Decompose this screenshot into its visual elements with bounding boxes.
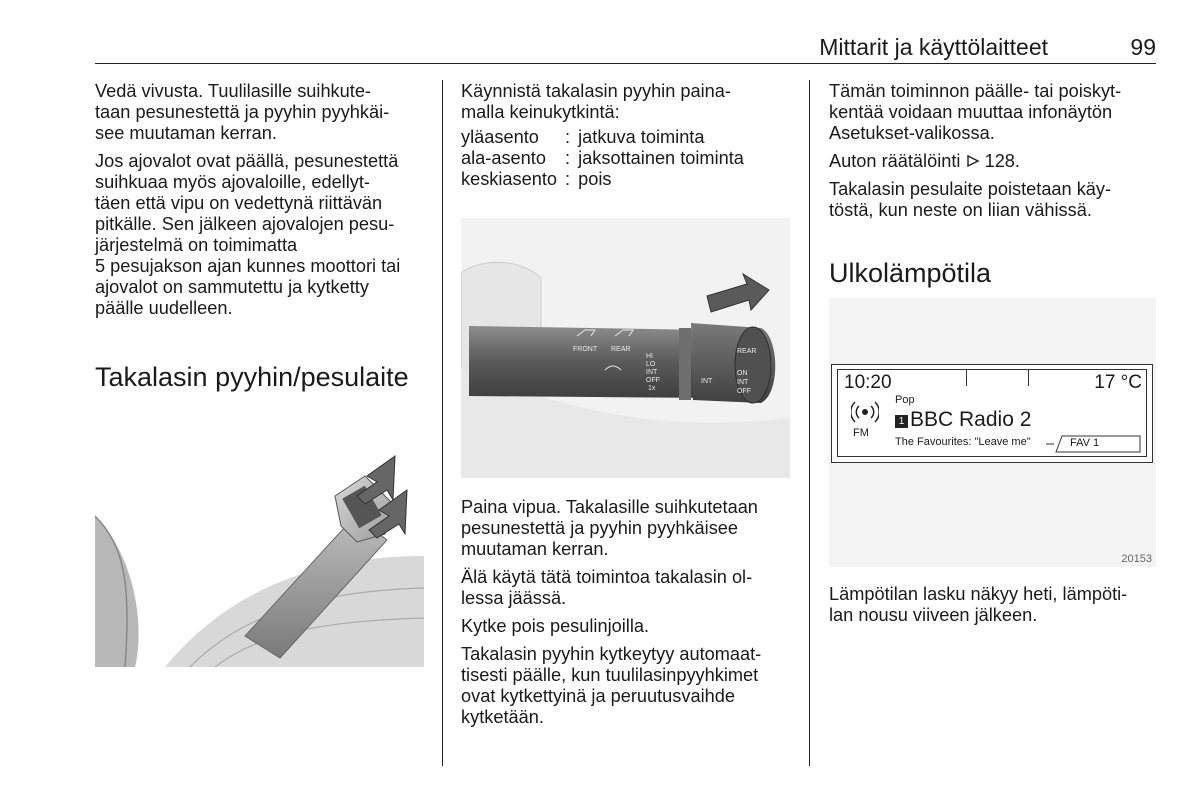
label-on: ON [737,370,748,377]
column-divider [809,80,810,766]
figure-wiper-stalk-closeup [461,218,790,478]
label-off2: OFF [737,388,751,395]
section-heading-outside-temp: Ulkolämpötila [829,258,992,288]
column-1 [95,81,425,326]
paragraph: Vedä vivusta. Tuulilasille suihkute- taan pesunestettä ja pyyhin pyyhkäi- see muutaman kerran. [95,81,390,143]
table-row [461,127,744,148]
column-3-lower [829,584,1159,633]
label-int3: INT [737,379,749,386]
separator: : [565,127,571,147]
column-divider [442,80,443,766]
rocker-switch-table [461,127,744,190]
paragraph: Jos ajovalot ovat päällä, pesunestettä suihkuaa myös ajovaloille, edellyt- täen että vipu on vedettynä riittävän pitkälle. Sen jälkeen ajovalojen pesu- järjestelmä on toimimatta 5 pesujakson ajan kunnes moottori tai ajovalot on sammutettu ja kytketty päälle uudelleen. [95,151,401,318]
divider-tick [966,370,967,386]
page-header-title: Mittarit ja käyttölaitteet [819,34,1048,60]
page-number: 99 [1130,34,1156,60]
reference-page: 128. [984,151,1020,171]
page-reference-arrow-icon [966,154,980,168]
cross-reference [829,151,1159,172]
table-row [461,169,744,190]
stalk-closeup-illustration [461,218,790,478]
paragraph: Takalasin pesulaite poistetaan käy- töstä, kun neste on liian vähissä. [829,179,1112,220]
station-label: BBC Radio 2 [910,408,1032,431]
paragraph: Kytke pois pesulinjoilla. [461,616,650,636]
stalk-pull-illustration [95,406,424,667]
paragraph: Lämpötilan lasku näkyy heti, lämpöti- lan nousu viiveen jälkeen. [829,584,1128,625]
paragraph: Tämän toiminnon päälle- tai poiskyt- kentää voidaan muuttaa infonäytön Asetukset-valikossa. [829,81,1122,143]
separator: : [565,169,571,189]
program-type: Pop [895,394,915,406]
favourite-list: FAV 1 [1070,437,1100,449]
column-3 [829,81,1159,228]
paragraph: Älä käytä tätä toimintoa takalasin ol- lessa jäässä. [461,567,753,608]
column-2-lower [461,497,791,735]
figure-wiper-stalk-pull [95,406,424,667]
rocker-position: ala-asento [461,148,546,168]
figure-info-display [829,298,1156,567]
paragraph: Käynnistä takalasin pyyhin paina- malla keinukytkintä: [461,81,731,122]
rocker-function: jaksottainen toiminta [578,148,744,168]
label-off: OFF [646,377,660,384]
preset-badge: 1 [895,415,908,428]
info-display [831,364,1153,463]
station-name [895,408,1031,432]
label-front: FRONT [573,346,598,353]
rocker-position: yläasento [461,127,539,147]
paragraph: Paina vipua. Takalasille suihkutetaan pesunestettä ja pyyhin pyyhkäisee muutaman kerran. [461,497,758,559]
label-lo: LO [646,361,656,368]
rocker-function: pois [578,169,612,189]
clock: 10:20 [844,372,892,393]
table-row [461,148,744,169]
label-1x: 1x [648,385,656,392]
column-2 [461,81,791,190]
rocker-function: jatkuva toiminta [578,127,705,147]
separator: : [565,148,571,168]
rocker-position: keskiasento [461,169,558,189]
label-int: INT [646,369,658,376]
radio-text: The Favourites: "Leave me" [895,436,1031,448]
band-label: FM [853,427,869,439]
display-screen [837,369,1147,457]
figure-code: 20153 [1121,553,1152,565]
divider-tick [1028,370,1029,386]
radio-broadcast-icon [851,400,879,426]
paragraph: Takalasin pyyhin kytkeytyy automaat- tisesti päälle, kun tuulilasinpyyhkimet ovat kytkettyinä ja peruutusvaihde kytketään. [461,644,762,727]
reference-text: Auton räätälöinti [829,151,961,171]
outside-temperature: 17 °C [1094,372,1142,393]
section-heading-rear-wiper: Takalasin pyyhin/pesulaite [95,362,409,392]
label-rear: REAR [611,346,631,353]
label-int2: INT [701,378,713,385]
label-rear2: REAR [737,348,757,355]
header-rule [95,63,1156,64]
label-hi: HI [646,353,653,360]
